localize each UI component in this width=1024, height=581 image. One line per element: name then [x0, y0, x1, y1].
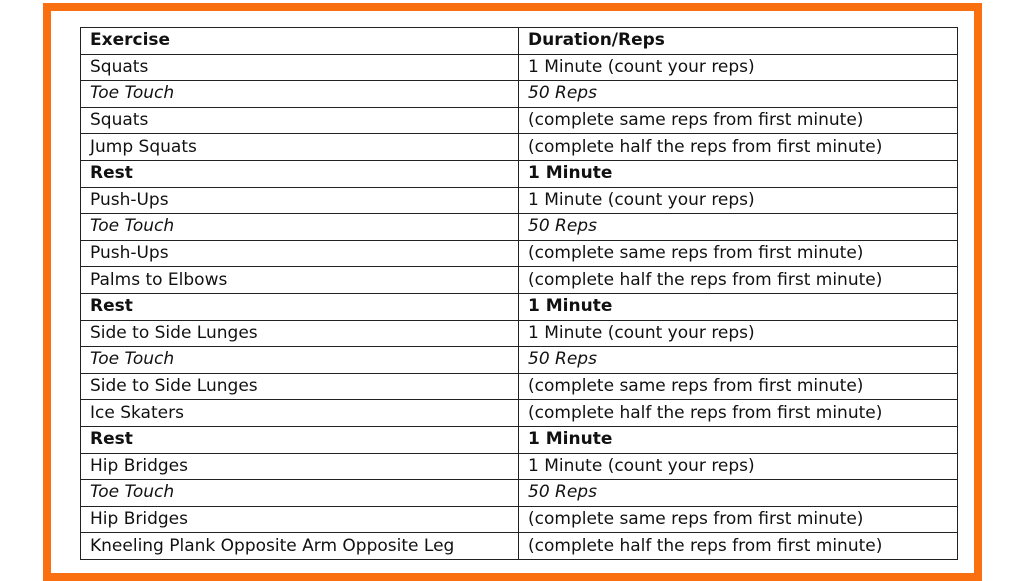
exercise-cell: Hip Bridges	[81, 506, 519, 533]
duration-cell: 50 Reps	[519, 214, 958, 241]
duration-cell: (complete half the reps from first minute)	[519, 267, 958, 294]
duration-cell: (complete same reps from first minute)	[519, 240, 958, 267]
duration-cell: 1 Minute	[519, 160, 958, 187]
duration-cell: 1 Minute (count your reps)	[519, 453, 958, 480]
exercise-cell: Squats	[81, 107, 519, 134]
table-row	[81, 347, 958, 374]
exercise-cell: Push-Ups	[81, 187, 519, 214]
duration-cell: (complete same reps from first minute)	[519, 506, 958, 533]
header-duration-reps: Duration/Reps	[519, 28, 958, 55]
exercise-cell: Ice Skaters	[81, 400, 519, 427]
table-header-row	[81, 28, 958, 55]
exercise-cell: Toe Touch	[81, 480, 519, 507]
duration-cell: 50 Reps	[519, 480, 958, 507]
table-row	[81, 506, 958, 533]
table-row	[81, 267, 958, 294]
exercise-cell: Toe Touch	[81, 347, 519, 374]
table-row	[81, 400, 958, 427]
exercise-cell: Rest	[81, 160, 519, 187]
table-row	[81, 81, 958, 108]
rest-row	[81, 160, 958, 187]
table-row	[81, 214, 958, 241]
exercise-cell: Push-Ups	[81, 240, 519, 267]
exercise-cell: Palms to Elbows	[81, 267, 519, 294]
orange-border-frame	[43, 3, 982, 581]
duration-cell: 1 Minute (count your reps)	[519, 54, 958, 81]
rest-row	[81, 426, 958, 453]
duration-cell: 50 Reps	[519, 81, 958, 108]
table-row	[81, 187, 958, 214]
duration-cell: (complete same reps from first minute)	[519, 107, 958, 134]
exercise-cell: Toe Touch	[81, 214, 519, 241]
exercise-cell: Jump Squats	[81, 134, 519, 161]
table-row	[81, 240, 958, 267]
duration-cell: 1 Minute	[519, 293, 958, 320]
duration-cell: (complete half the reps from first minute)	[519, 134, 958, 161]
table-row	[81, 107, 958, 134]
table-row	[81, 480, 958, 507]
table-row	[81, 533, 958, 560]
exercise-cell: Rest	[81, 426, 519, 453]
table-row	[81, 134, 958, 161]
exercise-cell: Side to Side Lunges	[81, 320, 519, 347]
duration-cell: (complete half the reps from first minute)	[519, 533, 958, 560]
duration-cell: 50 Reps	[519, 347, 958, 374]
duration-cell: (complete same reps from first minute)	[519, 373, 958, 400]
duration-cell: 1 Minute	[519, 426, 958, 453]
workout-table	[80, 27, 958, 560]
exercise-cell: Toe Touch	[81, 81, 519, 108]
exercise-cell: Side to Side Lunges	[81, 373, 519, 400]
table-row	[81, 453, 958, 480]
exercise-cell: Kneeling Plank Opposite Arm Opposite Leg	[81, 533, 519, 560]
exercise-cell: Squats	[81, 54, 519, 81]
exercise-cell: Rest	[81, 293, 519, 320]
table-row	[81, 373, 958, 400]
table-row	[81, 320, 958, 347]
rest-row	[81, 293, 958, 320]
duration-cell: 1 Minute (count your reps)	[519, 320, 958, 347]
header-exercise: Exercise	[81, 28, 519, 55]
exercise-cell: Hip Bridges	[81, 453, 519, 480]
duration-cell: (complete half the reps from first minute)	[519, 400, 958, 427]
duration-cell: 1 Minute (count your reps)	[519, 187, 958, 214]
table-row	[81, 54, 958, 81]
